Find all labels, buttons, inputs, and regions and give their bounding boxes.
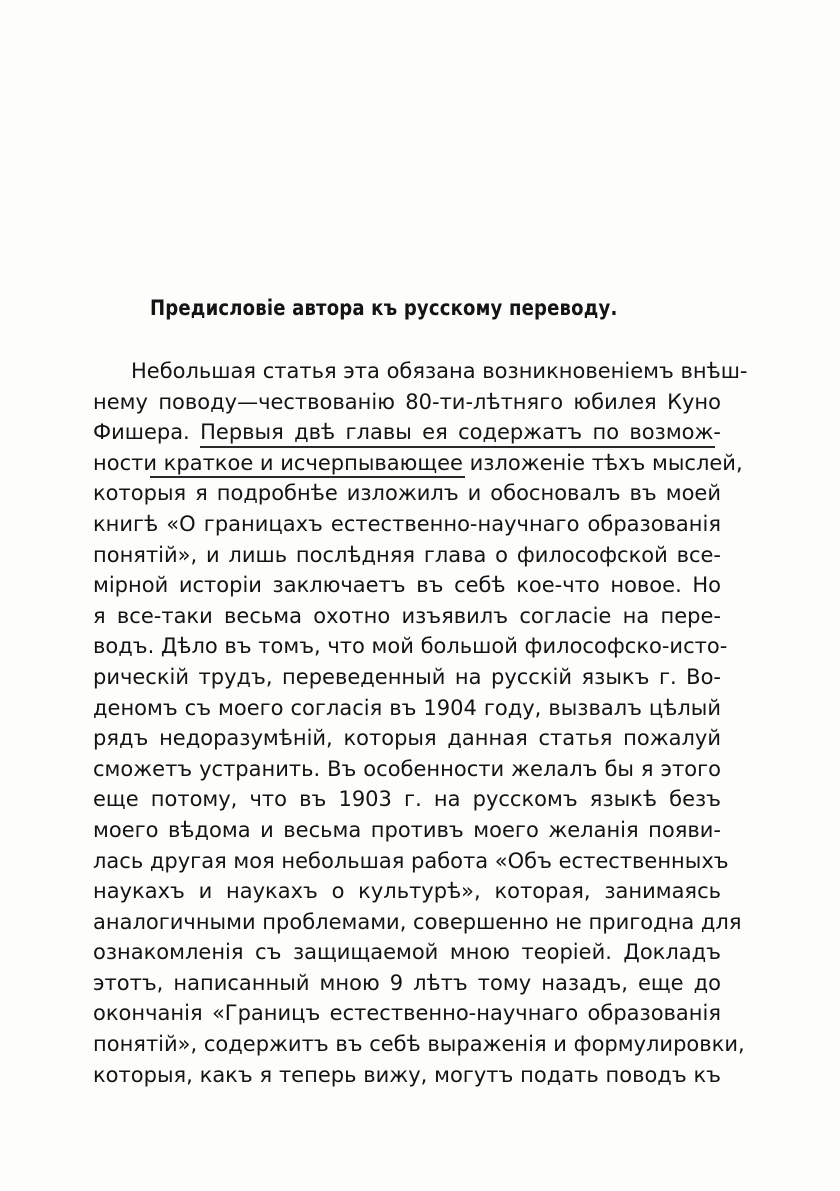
text-line-3: Фишера. Первыя двѣ главы ея содержатъ по возмож- bbox=[93, 420, 721, 445]
pencil-underline-2 bbox=[150, 476, 465, 478]
text-line-20: ознакомленія съ защищаемой мною теоріей. Докладъ bbox=[93, 940, 721, 965]
text-line-14: сможетъ устранить. Въ особенности желалъ бы я этого bbox=[93, 756, 721, 781]
text-line-8: мірной исторіи заключаетъ въ себѣ кое-что новое. Но bbox=[93, 573, 721, 598]
text-line-9: я все-таки весьма охотно изъявилъ согласіе на пере- bbox=[93, 603, 721, 628]
preface-title: Предисловіе автора къ русскому переводу. bbox=[150, 296, 618, 320]
text-line-10: водъ. Дѣло въ томъ, что мой большой философско-исто- bbox=[93, 634, 728, 659]
text-line-18: наукахъ и наукахъ о культурѣ», которая, занимаясь bbox=[93, 879, 721, 904]
text-line-15: еще потому, что въ 1903 г. на русскомъ языкѣ безъ bbox=[93, 787, 721, 812]
text-line-5: которыя я подробнѣе изложилъ и обосновалъ въ моей bbox=[93, 481, 721, 506]
text-line-21: этотъ, написанный мною 9 лѣтъ тому назадъ, еще до bbox=[93, 970, 721, 995]
pencil-underline-1 bbox=[200, 446, 715, 448]
text-line-13: рядъ недоразумѣній, которыя данная статья пожалуй bbox=[93, 726, 721, 751]
text-line-19: аналогичными проблемами, совершенно не пригодна для bbox=[93, 909, 742, 934]
preface-body bbox=[93, 356, 748, 1090]
text-line-22: окончанія «Границъ естественно-научнаго образованія bbox=[93, 1001, 721, 1026]
text-line-12: деномъ съ моего согласія въ 1904 году, вызвалъ цѣлый bbox=[93, 695, 721, 720]
text-line-17: лась другая моя небольшая работа «Объ естественныхъ bbox=[93, 848, 729, 873]
text-line-16: моего вѣдома и весьма противъ моего желанія появи- bbox=[93, 817, 721, 842]
text-line-1: Небольшая статья эта обязана возникновеніемъ внѣш- bbox=[131, 359, 748, 383]
text-line-6: книгѣ «О границахъ естественно-научнаго образованія bbox=[93, 511, 721, 536]
text-line-23: понятій», содержитъ въ себѣ выраженія и формулировки, bbox=[93, 1032, 745, 1057]
text-line-4: ности краткое и исчерпывающее изложеніе тѣхъ мыслей, bbox=[93, 450, 743, 475]
text-line-7: понятій», и лишь послѣдняя глава о философской все- bbox=[93, 542, 721, 567]
text-line-2: нему поводу—чествованію 80-ти-лѣтняго юбилея Куно bbox=[93, 389, 721, 414]
text-line-24: которыя, какъ я теперь вижу, могутъ подать поводъ къ bbox=[93, 1062, 721, 1087]
text-line-11: рическій трудъ, переведенный на русскій языкъ г. Во- bbox=[93, 664, 721, 689]
